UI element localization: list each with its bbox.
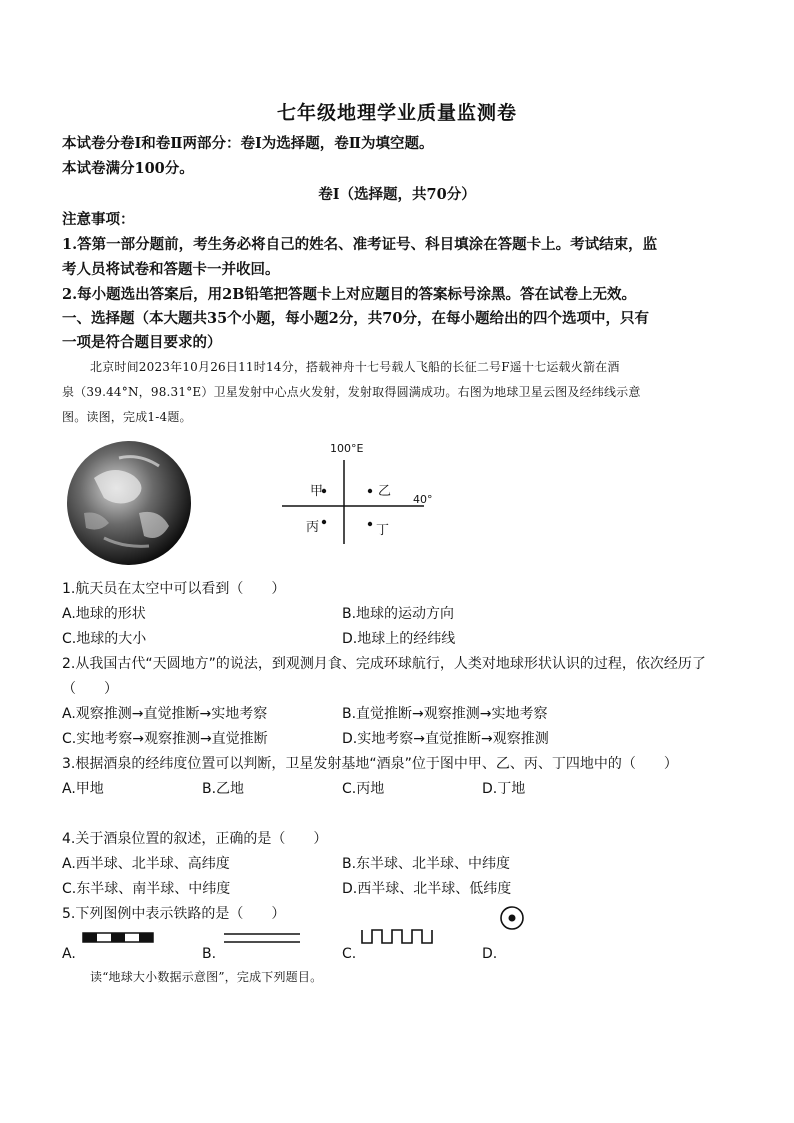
tail-instruction: 读“地球大小数据示意图”，完成下列题目。 — [90, 970, 323, 984]
q1-option-c: C.地球的大小 — [62, 631, 147, 647]
note-1a: 1.答第一部分题前，考生务必将自己的姓名、准考证号、科目填涂在答题卡上。考试结束，监 — [62, 236, 658, 253]
q1-option-a: A.地球的形状 — [62, 606, 146, 622]
q5-stem: 5.下列图例中表示铁路的是（ ） — [62, 906, 286, 922]
point-ding — [368, 522, 372, 526]
label-ding: 丁 — [376, 523, 390, 538]
wall-boundary-icon — [360, 928, 434, 946]
label-yi: 乙 — [378, 484, 392, 499]
q2-stem: 2.从我国古代“天圆地方”的说法，到观测月食、完成环球航行，人类对地球形状认识的过程，依次经历了 — [62, 656, 706, 672]
intro-line-1: 本试卷分卷Ⅰ和卷Ⅱ两部分：卷Ⅰ为选择题，卷Ⅱ为填空题。 — [62, 135, 434, 152]
q1-option-b: B.地球的运动方向 — [342, 606, 455, 622]
q1-stem: 1.航天员在太空中可以看到（ ） — [62, 581, 286, 597]
note-1b: 考人员将试卷和答题卡一并收回。 — [62, 261, 280, 278]
q3-option-a: A.甲地 — [62, 781, 104, 797]
q1-option-d: D.地球上的经纬线 — [342, 631, 456, 647]
notes-heading: 注意事项： — [62, 211, 135, 228]
q5-option-b-label: B. — [202, 946, 217, 962]
q2-stem-cont: （ ） — [62, 681, 118, 697]
section-title: 卷Ⅰ（选择题，共70分） — [318, 186, 476, 203]
q5-option-d-label: D. — [482, 946, 498, 962]
q4-option-c: C.东半球、南半球、中纬度 — [62, 881, 231, 897]
passage-line-1: 北京时间2023年10月26日11时14分，搭载神舟十七号载人飞船的长征二号F遥十七运载火箭在酒 — [90, 360, 620, 374]
q2-option-a: A.观察推测→直觉推断→实地考察 — [62, 706, 268, 722]
label-jia: 甲 — [310, 484, 324, 499]
part1-heading-b: 一项是符合题目要求的） — [62, 334, 222, 351]
passage-line-3: 图。读图，完成1-4题。 — [62, 410, 192, 424]
q4-option-d: D.西半球、北半球、低纬度 — [342, 881, 512, 897]
q4-option-a: A.西半球、北半球、高纬度 — [62, 856, 230, 872]
q4-stem: 4.关于酒泉位置的叙述，正确的是（ ） — [62, 831, 328, 847]
q3-option-b: B.乙地 — [202, 781, 245, 797]
label-bing: 丙 — [306, 520, 320, 535]
note-2: 2.每小题选出答案后，用2B铅笔把答题卡上对应题目的答案标号涂黑。答在试卷上无效。 — [62, 286, 636, 303]
q2-option-b: B.直觉推断→观察推测→实地考察 — [342, 706, 548, 722]
lat-label: 40° — [413, 493, 433, 506]
capital-city-icon — [498, 904, 526, 932]
intro-line-2: 本试卷满分100分。 — [62, 160, 194, 177]
railway-symbol-icon — [82, 930, 154, 946]
earth-globe-image — [64, 438, 194, 568]
passage-line-2: 泉（39.44°N，98.31°E）卫星发射中心点火发射，发射取得圆满成功。右图为地球卫星云图及经纬线示意 — [62, 385, 641, 399]
q5-option-c-label: C. — [342, 946, 357, 962]
lon-label: 100°E — [330, 442, 364, 455]
part1-heading-a: 一、选择题（本大题共35个小题，每小题2分，共70分，在每小题给出的四个选项中，只有 — [62, 310, 649, 327]
q3-option-d: D.丁地 — [482, 781, 526, 797]
q2-option-d: D.实地考察→直觉推断→观察推测 — [342, 731, 549, 747]
point-yi — [368, 489, 372, 493]
q3-stem: 3.根据酒泉的经纬度位置可以判断，卫星发射基地“酒泉”位于图中甲、乙、丙、丁四地中的（ ） — [62, 756, 678, 772]
double-line-road-icon — [222, 930, 302, 946]
page-title: 七年级地理学业质量监测卷 — [276, 102, 517, 124]
q3-option-c: C.丙地 — [342, 781, 385, 797]
point-bing — [322, 520, 326, 524]
q5-option-a-label: A. — [62, 946, 76, 962]
q4-option-b: B.东半球、北半球、中纬度 — [342, 856, 511, 872]
q2-option-c: C.实地考察→观察推测→直觉推断 — [62, 731, 268, 747]
